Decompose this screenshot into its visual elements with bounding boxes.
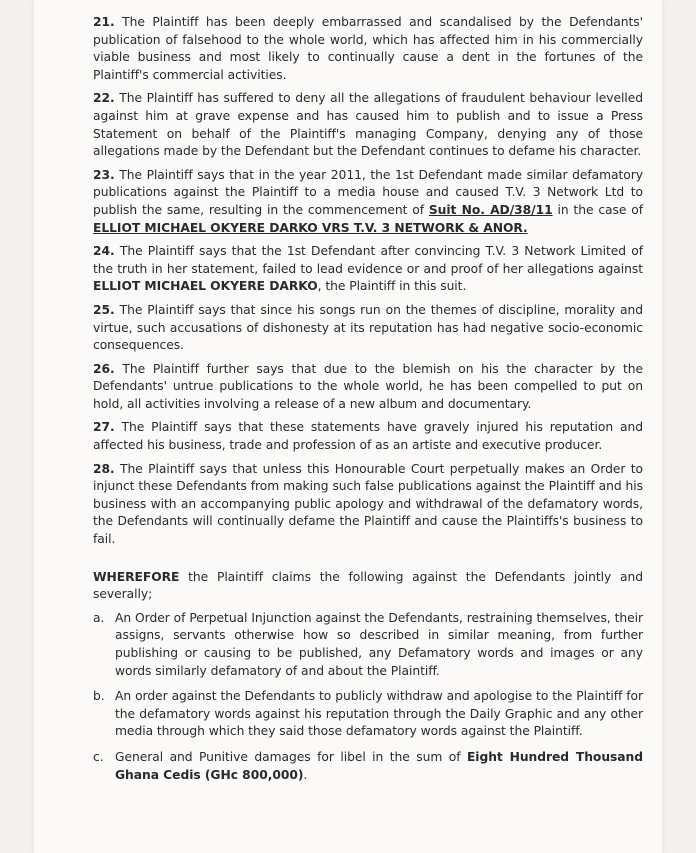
claim-text: . [303, 767, 308, 782]
claim-item-a [93, 610, 643, 680]
paragraph-21 [93, 14, 643, 84]
claim-item-c [93, 749, 643, 784]
claim-letter: b. [93, 689, 105, 704]
paragraph-22 [93, 90, 643, 160]
paragraph-number: 25. [93, 302, 115, 317]
paragraph-text: The Plaintiff further says that due to the blemish on his the character by the Defendants' untrue publications to the whole world, he has been compelled to put on hold, all activities involving a release of a new album and documentary. [93, 361, 643, 411]
paragraph-number: 22. [93, 91, 115, 106]
paragraph-number: 24. [93, 244, 115, 259]
wherefore-text: the Plaintiff claims the following against the Defendants jointly and severally; [93, 569, 643, 602]
document-body [93, 14, 643, 792]
case-name: ELLIOT MICHAEL OKYERE DARKO VRS T.V. 3 NETWORK & ANOR. [93, 220, 528, 235]
paragraph-26 [93, 361, 643, 414]
paragraph-number: 23. [93, 167, 115, 182]
paragraph-text: The Plaintiff says that unless this Honourable Court perpetually makes an Order to injunct these Defendants from making such false publications against the Plaintiff and his business with an accompanying public apology and withdrawal of the defamatory words, the Defendants will continually defame the Plaintiff and cause the Plaintiffs's business to fail. [93, 461, 643, 547]
document-page [34, 0, 662, 853]
paragraph-23 [93, 167, 643, 237]
paragraph-number: 27. [93, 420, 115, 435]
paragraph-text: The Plaintiff says that these statements have gravely injured his reputation and affected his business, trade and profession of as an artiste and executive producer. [93, 420, 644, 453]
wherefore-clause [93, 569, 643, 604]
claim-letter: a. [93, 610, 105, 625]
paragraph-28 [93, 461, 643, 549]
paragraph-text: The Plaintiff says that since his songs run on the themes of discipline, morality and virtue, such accusations of dishonesty at its reputation has had negative socio-economic consequences. [93, 302, 643, 353]
claims-list [93, 610, 643, 784]
paragraph-text: , the Plaintiff in this suit. [317, 279, 467, 294]
claim-letter: c. [93, 749, 104, 764]
claim-text: An order against the Defendants to publicly withdraw and apologise to the Plaintiff for the defamatory words against his reputation through the Daily Graphic and any other media through which they said those defamatory words against the Plaintiff. [115, 689, 643, 739]
claim-text: An Order of Perpetual Injunction against the Defendants, restraining themselves, their assigns, servants otherwise how so described in similar meaning, from further publishing or causing to be published, any Defamatory words and images or any words similarly defamatory of and about the Plaintiff. [115, 610, 643, 678]
paragraph-27 [93, 419, 643, 454]
paragraph-number: 26. [93, 361, 115, 376]
paragraph-text: The Plaintiff has been deeply embarrassed and scandalised by the Defendants' publication of falsehood to the whole world, which has affected him in his commercially viable business and most likely to continually cause a dent in the fortunes of the Plaintiff's commercial activities. [93, 15, 643, 82]
claim-item-b [93, 688, 643, 741]
paragraph-text: The Plaintiff says that the 1st Defendant after convincing T.V. 3 Network Limited of the truth in her statement, failed to lead evidence or and proof of her allegations against [93, 244, 643, 276]
paragraph-text: The Plaintiff has suffered to deny all the allegations of fraudulent behaviour levelled against him at grave expense and has caused him to publish and to issue a Press Statement on behalf of the Plaintiff's managing Company, denying any of those allegations made by the Defendant but the Defendant continues to defame his character. [93, 91, 643, 159]
paragraph-text: The Plaintiff says that in the year 2011, the 1st Defendant made similar defamatory publications against the Plaintiff to a media house and caused T.V. 3 Network Ltd to publish the same, resulting in the commencement of [93, 167, 643, 217]
wherefore-lead: WHEREFORE [93, 569, 180, 584]
paragraph-25 [93, 302, 643, 355]
paragraph-number: 21. [93, 15, 115, 29]
plaintiff-name: ELLIOT MICHAEL OKYERE DARKO [93, 279, 318, 294]
suit-number: Suit No. AD/38/11 [428, 202, 553, 217]
paragraph-24 [93, 243, 643, 296]
claim-text: General and Punitive damages for libel in the sum of [115, 749, 467, 764]
paragraph-number: 28. [93, 461, 115, 476]
damages-amount: Eight Hundred Thousand Ghana Cedis (GHc 800,000) [115, 749, 644, 782]
paragraph-text: in the case of [552, 202, 643, 217]
